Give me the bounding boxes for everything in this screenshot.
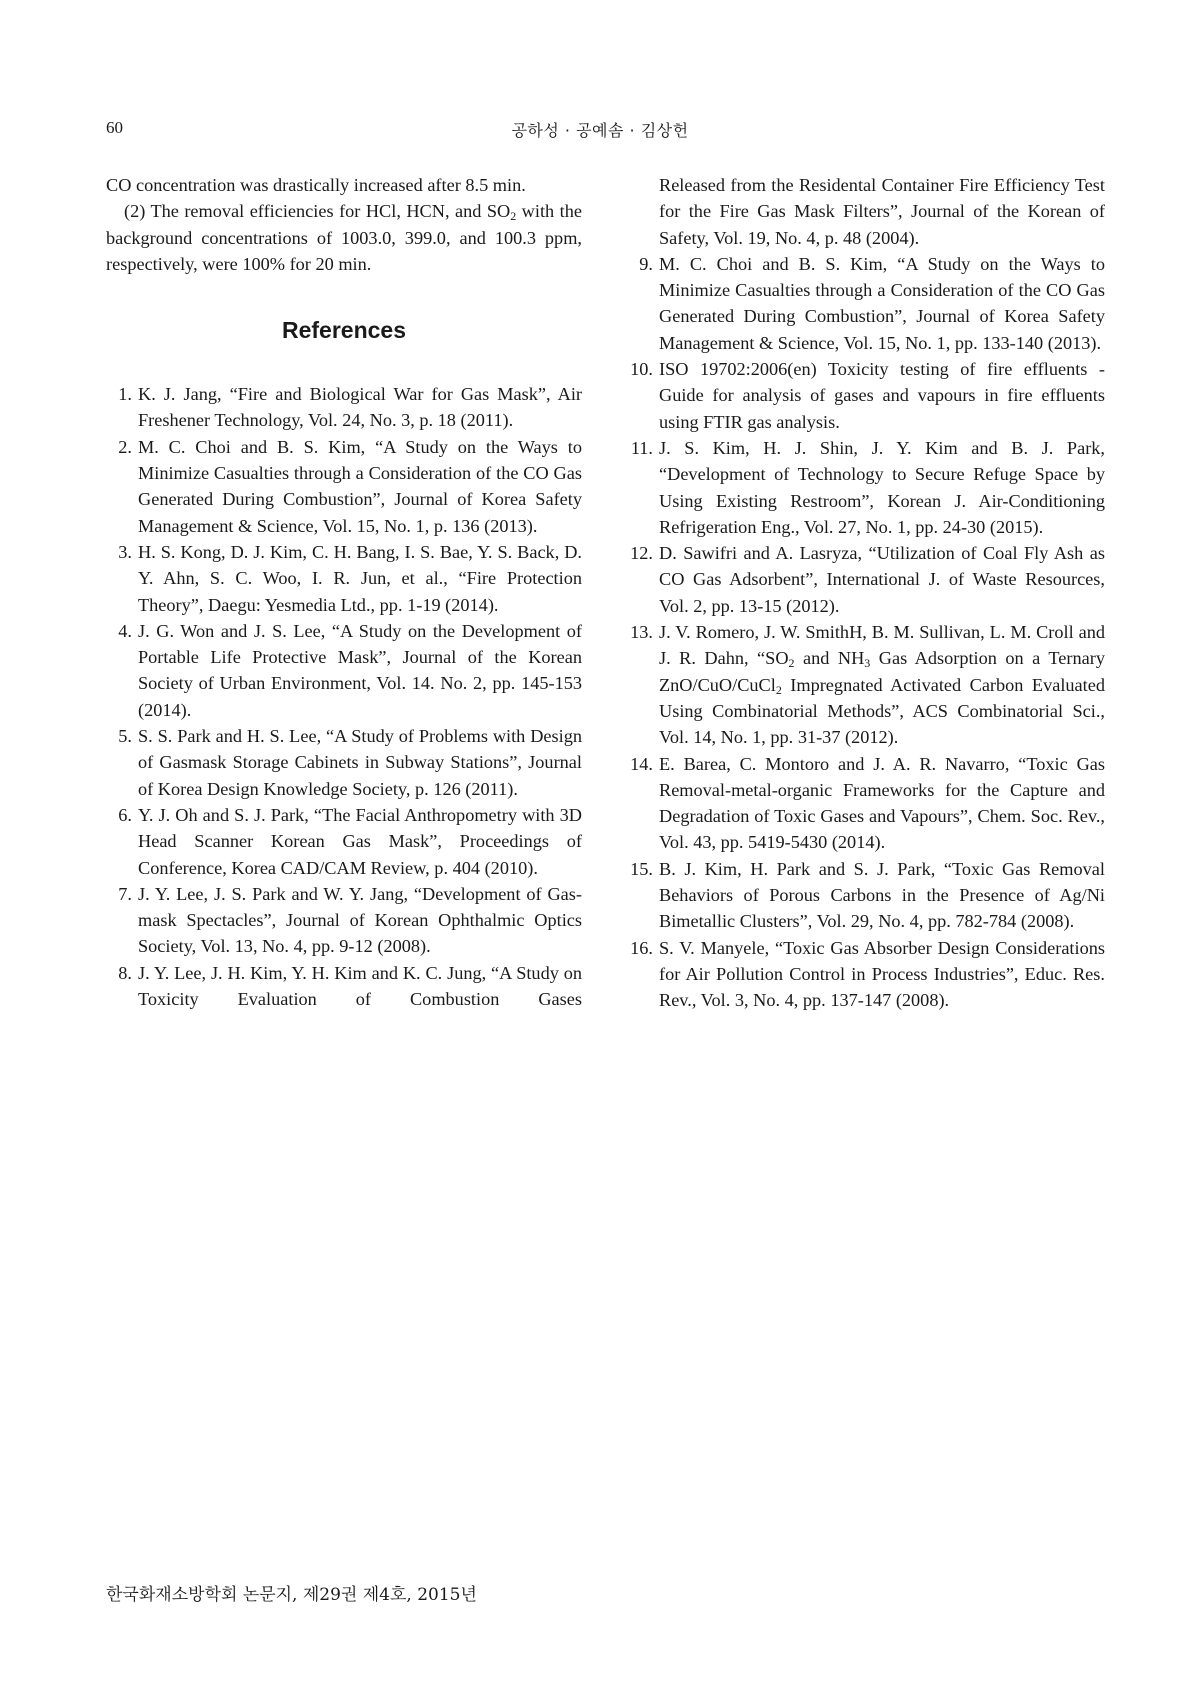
reference-item: 12. D. Sawifri and A. Lasryza, “Utilization of Coal Fly Ash as CO Gas Adsorbent”, International J. of Waste Resources, Vol. 2, pp. 13-15 (2012).: [630, 543, 1105, 616]
journal-footer: 한국화재소방학회 논문지, 제29권 제4호, 2015년: [106, 1585, 477, 1605]
right-column: [627, 172, 1105, 1014]
reference-item: 16. S. V. Manyele, “Toxic Gas Absorber Design Considerations for Air Pollution Control in Process Industries”, Educ. Res. Rev., Vol. 3, No. 4, pp. 137-147 (2008).: [630, 937, 1105, 1011]
reference-item-continued: Released from the Residental Container Fire Efficiency Test for the Fire Gas Mask Filters”, Journal of the Korean of Safety, Vol. 19, No. 4, p. 48 (2004).: [659, 175, 1105, 248]
reference-item: 7. J. Y. Lee, J. S. Park and W. Y. Jang, “Development of Gas-mask Spectacles”, Journal of Korean Ophthalmic Optics Society, Vol. 13, No. 4, pp. 9-12 (2008).: [118, 883, 582, 957]
page-number: 60: [106, 118, 123, 137]
reference-item: 8. J. Y. Lee, J. H. Kim, Y. H. Kim and K. C. Jung, “A Study on Toxicity Evaluation of Combustion Gases: [118, 962, 582, 1010]
reference-item: 3. H. S. Kong, D. J. Kim, C. H. Bang, I. S. Bae, Y. S. Back, D. Y. Ahn, S. C. Woo, I. R. Jun, et al., “Fire Protection Theory”, Daegu: Yesmedia Ltd., pp. 1-19 (2014).: [118, 541, 582, 615]
body-paragraph-1: CO concentration was drastically increased after 8.5 min.: [106, 175, 526, 195]
reference-item: 9. M. C. Choi and B. S. Kim, “A Study on the Ways to Minimize Casualties through a Consideration of the CO Gas Generated During Combustion”, Journal of Korea Safety Management & Science, Vol. 15, No. 1, pp. 133-140 (2013).: [639, 253, 1105, 353]
references-heading: References: [281, 317, 407, 344]
reference-item: 1. K. J. Jang, “Fire and Biological War for Gas Mask”, Air Freshener Technology, Vol. 24, No. 3, p. 18 (2011).: [118, 384, 582, 431]
reference-item: 14. E. Barea, C. Montoro and J. A. R. Navarro, “Toxic Gas Removal-metal-organic Frameworks for the Capture and Degradation of Toxic Gases and Vapours”, Chem. Soc. Rev., Vol. 43, pp. 5419-5430 (2014).: [630, 753, 1105, 853]
reference-item: 11. J. S. Kim, H. J. Shin, J. Y. Kim and B. J. Park, “Development of Technology to Secure Refuge Space by Using Existing Restroom”, Korean J. Air-Conditioning Refrigeration Eng., Vol. 27, No. 1, pp. 24-30 (2015).: [630, 437, 1105, 537]
body-paragraph-2: (2) The removal efficiencies for HCl, HCN, and $SO_2$ with the background concentrations of 1003.0, 399.0, and 100.3 ppm, respectively, were 100% for 20 min.: [106, 201, 582, 274]
reference-item: 2. M. C. Choi and B. S. Kim, “A Study on the Ways to Minimize Casualties through a Consideration of the CO Gas Generated During Combustion”, Journal of Korea Safety Management & Science, Vol. 15, No. 1, p. 136 (2013).: [118, 436, 582, 536]
left-column: [106, 172, 582, 1012]
running-head-authors: 공하성 · 공예솜 · 김상헌: [511, 121, 689, 140]
reference-item: 15. B. J. Kim, H. Park and S. J. Park, “Toxic Gas Removal Behaviors of Porous Carbons in the Presence of Ag/Ni Bimetallic Clusters”, Vol. 29, No. 4, pp. 782-784 (2008).: [630, 858, 1105, 932]
reference-item: 6. Y. J. Oh and S. J. Park, “The Facial Anthropometry with 3D Head Scanner Korean Gas Mask”, Proceedings of Conference, Korea CAD/CAM Review, p. 404 (2010).: [118, 804, 582, 878]
reference-item: 4. J. G. Won and J. S. Lee, “A Study on the Development of Portable Life Protective Mask”, Journal of the Korean Society of Urban Environment, Vol. 14. No. 2, pp. 145-153 (2014).: [118, 620, 582, 720]
reference-item: 13. J. V. Romero, J. W. SmithH, B. M. Sullivan, L. M. Croll and J. R. Dahn, “$SO_2$ and $NH_3$ Gas Adsorption on a Ternary ZnO/CuO/CuCl$_2$ Impregnated Activated Carbon Evaluated Using Combinatorial Methods”, ACS Combinatorial Sci., Vol. 14, No. 1, pp. 31-37 (2012).: [630, 622, 1105, 748]
reference-item: 10. ISO 19702:2006(en) Toxicity testing of fire effluents - Guide for analysis of gases and vapours in fire effluents using FTIR gas analysis.: [630, 359, 1105, 432]
reference-item: 5. S. S. Park and H. S. Lee, “A Study of Problems with Design of Gasmask Storage Cabinets in Subway Stations”, Journal of Korea Design Knowledge Society, p. 126 (2011).: [118, 726, 582, 799]
